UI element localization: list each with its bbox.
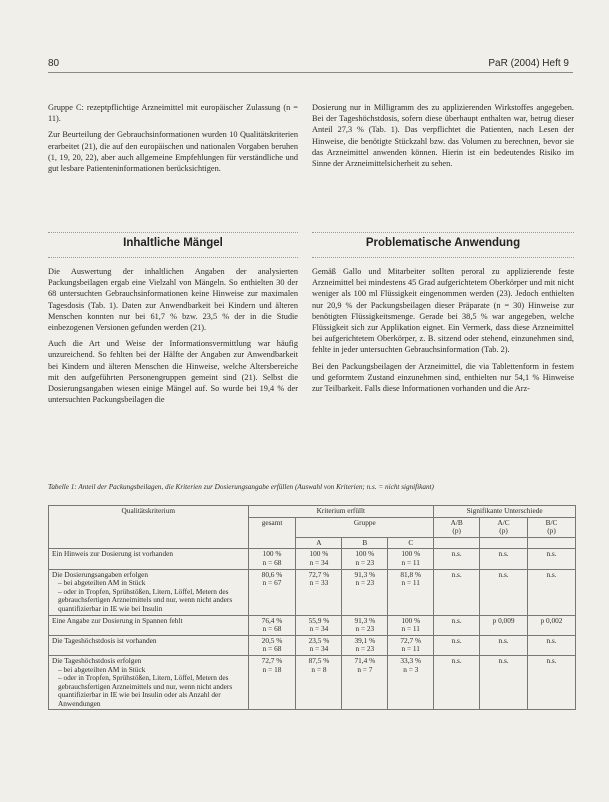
cell-a: 100 % n = 34 [296,549,342,569]
cell-sig-ac: n.s. [480,569,528,615]
cell-total: 100 % n = 68 [248,549,296,569]
table-row [49,549,576,569]
table-row [49,655,576,710]
paragraph: Die Auswertung der inhaltlichen Angaben der analysierten Packungsbeilagen ergab eine Vielzahl von Mängeln. So enthielten 30 der 68 untersuchten Gebrauchsinformationen keine Hinweise zur maximalen Tagesdosis (Tab. 1). Daten zur Anwendbarkeit bei Kindern und älteren Menschen konnten nur bei 61,7 % bzw. 23,5 % der in die Studie einbezogenen Versionen gefunden werden (21). [48,267,298,333]
right-body-column [312,266,574,399]
cell-sig-ac: n.s. [480,635,528,655]
cell-sig-ac: p 0,009 [480,615,528,635]
row-criterion: Ein Hinweis zur Dosierung ist vorhanden [49,549,249,569]
cell-sig-bc: n.s. [528,549,576,569]
cell-sig-ac: n.s. [480,655,528,710]
row-criterion-subline: – bei abgeteilten AM in Stück [58,664,146,674]
cell-c: 33,3 % n = 3 [388,655,434,710]
cell-b: 91,3 % n = 23 [342,569,388,615]
section-heading-problematische-anwendung: Problematische Anwendung [365,237,521,249]
right-intro-column [312,102,574,174]
table-caption: Tabelle 1: Anteil der Packungsbeilagen, die Kriterien zur Dosierungsangabe erfüllen (Auswahl von Kriterien; n.s. = nicht signifikant) [48,483,434,491]
cell-b: 100 % n = 23 [342,549,388,569]
cell-sig-ab: n.s. [434,569,480,615]
cell-sig-ab: n.s. [434,635,480,655]
left-body-column [48,266,298,410]
section-divider [48,257,298,258]
table-row [49,569,576,615]
row-criterion-subline: – bei abgeteilten AM in Stück [58,578,146,588]
header-total: gesamt [248,517,296,549]
header-group: Gruppe [296,517,434,537]
paragraph: Zur Beurteilung der Gebrauchsinformationen wurden 10 Qualitätskriterien erarbeitet (21), die auf den europäischen und nationalen Vorgaben beruhen (1, 19, 20, 22), aber auch allgemeine Empfehlungen für verständliche und gut lesbare Patienteninformationen berücksichtigen. [48,130,298,174]
paragraph: Gruppe C: rezeptpflichtige Arzneimittel mit europäischer Zulassung (n = 11). [48,103,298,124]
dosage-criteria-table [48,505,576,710]
row-criterion: Die Dosierungsangaben erfolgen – bei abgeteilten AM in Stück – oder in Tropfen, Sprühstößen, Litern, Löffel, Metern des gebrauchsfertigen Arzneimittels und nur, wenn nicht anders quantifizierbar in IE wie bei Insulin [49,569,249,615]
cell-sig-ac: n.s. [480,549,528,569]
cell-b: 91,3 % n = 23 [342,615,388,635]
row-criterion: Die Tageshöchstdosis ist vorhanden [49,635,249,655]
cell-a: 72,7 % n = 33 [296,569,342,615]
paragraph: Bei den Packungsbeilagen der Arzneimittel, die via Tablettenform in festem und geformtem Zustand einzunehmen sind, enthielten nur 54,1 % Hinweise zur Teilbarkeit. Falls diese Informationen vorhanden und die Arz- [312,361,574,394]
cell-sig-ab: n.s. [434,615,480,635]
header-rule [48,72,573,73]
section-heading-inhaltliche-maengel: Inhaltliche Mängel [123,237,223,249]
cell-total: 72,7 % n = 18 [248,655,296,710]
header-group-a: A [296,537,342,549]
header-sig-ab: A/B (p) [434,517,480,537]
cell-sig-bc: n.s. [528,655,576,710]
paragraph: Auch die Art und Weise der Informationsvermittlung war häufig unzureichend. So fehlten bei der Hälfte der Angaben zur Anwendbarkeit bei Kindern und älteren Menschen die Hinweise, welche Altersbereiche mit den aufgeführten Personengruppen gemeint sind (21). Selbst die Dosierungsangaben wiesen einige Mängel auf. So wurde bei 19,4 % der untersuchten Packungsbeilagen die [48,339,298,405]
cell-a: 87,5 % n = 8 [296,655,342,710]
cell-c: 100 % n = 11 [388,615,434,635]
header-sig-bc: B/C (p) [528,517,576,537]
journal-reference: PaR (2004) Heft 9 [488,58,569,69]
cell-sig-ab: n.s. [434,549,480,569]
header-significance: Signifikante Unterschiede [434,506,576,518]
cell-total: 76,4 % n = 68 [248,615,296,635]
cell-sig-bc: n.s. [528,635,576,655]
cell-total: 20,5 % n = 68 [248,635,296,655]
cell-c: 72,7 % n = 11 [388,635,434,655]
header-group-c: C [388,537,434,549]
left-intro-column [48,102,298,179]
row-criterion: Eine Angabe zur Dosierung in Spannen fehlt [49,615,249,635]
row-criterion-subline: – oder in Tropfen, Sprühstößen, Litern, Löffel, Metern des gebrauchsfertigen Arzneimittels und nur, wenn nicht anders quantifizierbar in IE wie bei Insulin [58,586,233,613]
cell-c: 100 % n = 11 [388,549,434,569]
table-row [49,635,576,655]
cell-a: 23,5 % n = 34 [296,635,342,655]
header-group-b: B [342,537,388,549]
header-criteria: Qualitätskriterium [49,506,249,549]
page-number: 80 [48,58,60,69]
cell-total: 80,6 % n = 67 [248,569,296,615]
cell-sig-bc: p 0,002 [528,615,576,635]
header-sig-ac: A/C (p) [480,517,528,537]
table-body [49,549,576,710]
paragraph: Dosierung nur in Milligramm des zu applizierenden Wirkstoffes angegeben. Bei der Tageshöchstdosis, sofern diese überhaupt enthalten war, betrug dieser Anteil 27,3 % (Tab. 1). Das verpflichtet die Patienten, nach Lesen der Hinweise, die benötigte Stückzahl bzw. das Volumen zu berechnen, bevor sie das Arzneimittel anwenden können. Hierin ist ein bedeutendes Risiko im Sinne der Arzneimittelsicherheit zu sehen. [312,103,574,169]
row-criterion-subline: – oder in Tropfen, Sprühstößen, Litern, Löffel, Metern des gebrauchsfertigen Arzneimittels und nur, wenn nicht anders quantifizierbar in IE wie bei Insulin oder als Anzahl der Anwendungen [58,673,233,708]
row-criterion: Die Tageshöchstdosis erfolgen – bei abgeteilten AM in Stück – oder in Tropfen, Sprühstößen, Litern, Löffel, Metern des gebrauchsfertigen Arzneimittels und nur, wenn nicht anders quantifizierbar in IE wie bei Insulin oder als Anzahl der Anwendungen [49,655,249,710]
cell-sig-bc: n.s. [528,569,576,615]
cell-b: 39,1 % n = 23 [342,635,388,655]
paragraph: Gemäß Gallo und Mitarbeiter sollten peroral zu applizierende feste Arzneimittel bei mindestens 45 Grad aufgerichtetem Oberkörper und mit nicht weniger als 100 ml Flüssigkeit eingenommen werden (23). Jedoch enthielten nur 20,9 % der Packungsbeilagen dieser Präparate (n = 30) Hinweise zur benötigten Flüssigkeitsmenge. Gerade bei 38,5 % war angegeben, welche Flüssigkeit sich zur Applikation eignet. Ein Vermerk, dass diese Arzneimittel bei aufgerichtetem Oberkörper, z. B. sitzend oder stehend, einzunehmen sind, fehlte in jeder untersuchten Gebrauchsinformation (Tab. 2). [312,267,574,355]
section-divider [312,257,574,258]
section-divider [48,232,298,233]
table-row [49,615,576,635]
header-fulfilled: Kriterium erfüllt [248,506,434,518]
table-header-row [49,506,576,518]
cell-b: 71,4 % n = 7 [342,655,388,710]
cell-a: 55,9 % n = 34 [296,615,342,635]
cell-c: 81,8 % n = 11 [388,569,434,615]
cell-sig-ab: n.s. [434,655,480,710]
section-divider [312,232,574,233]
